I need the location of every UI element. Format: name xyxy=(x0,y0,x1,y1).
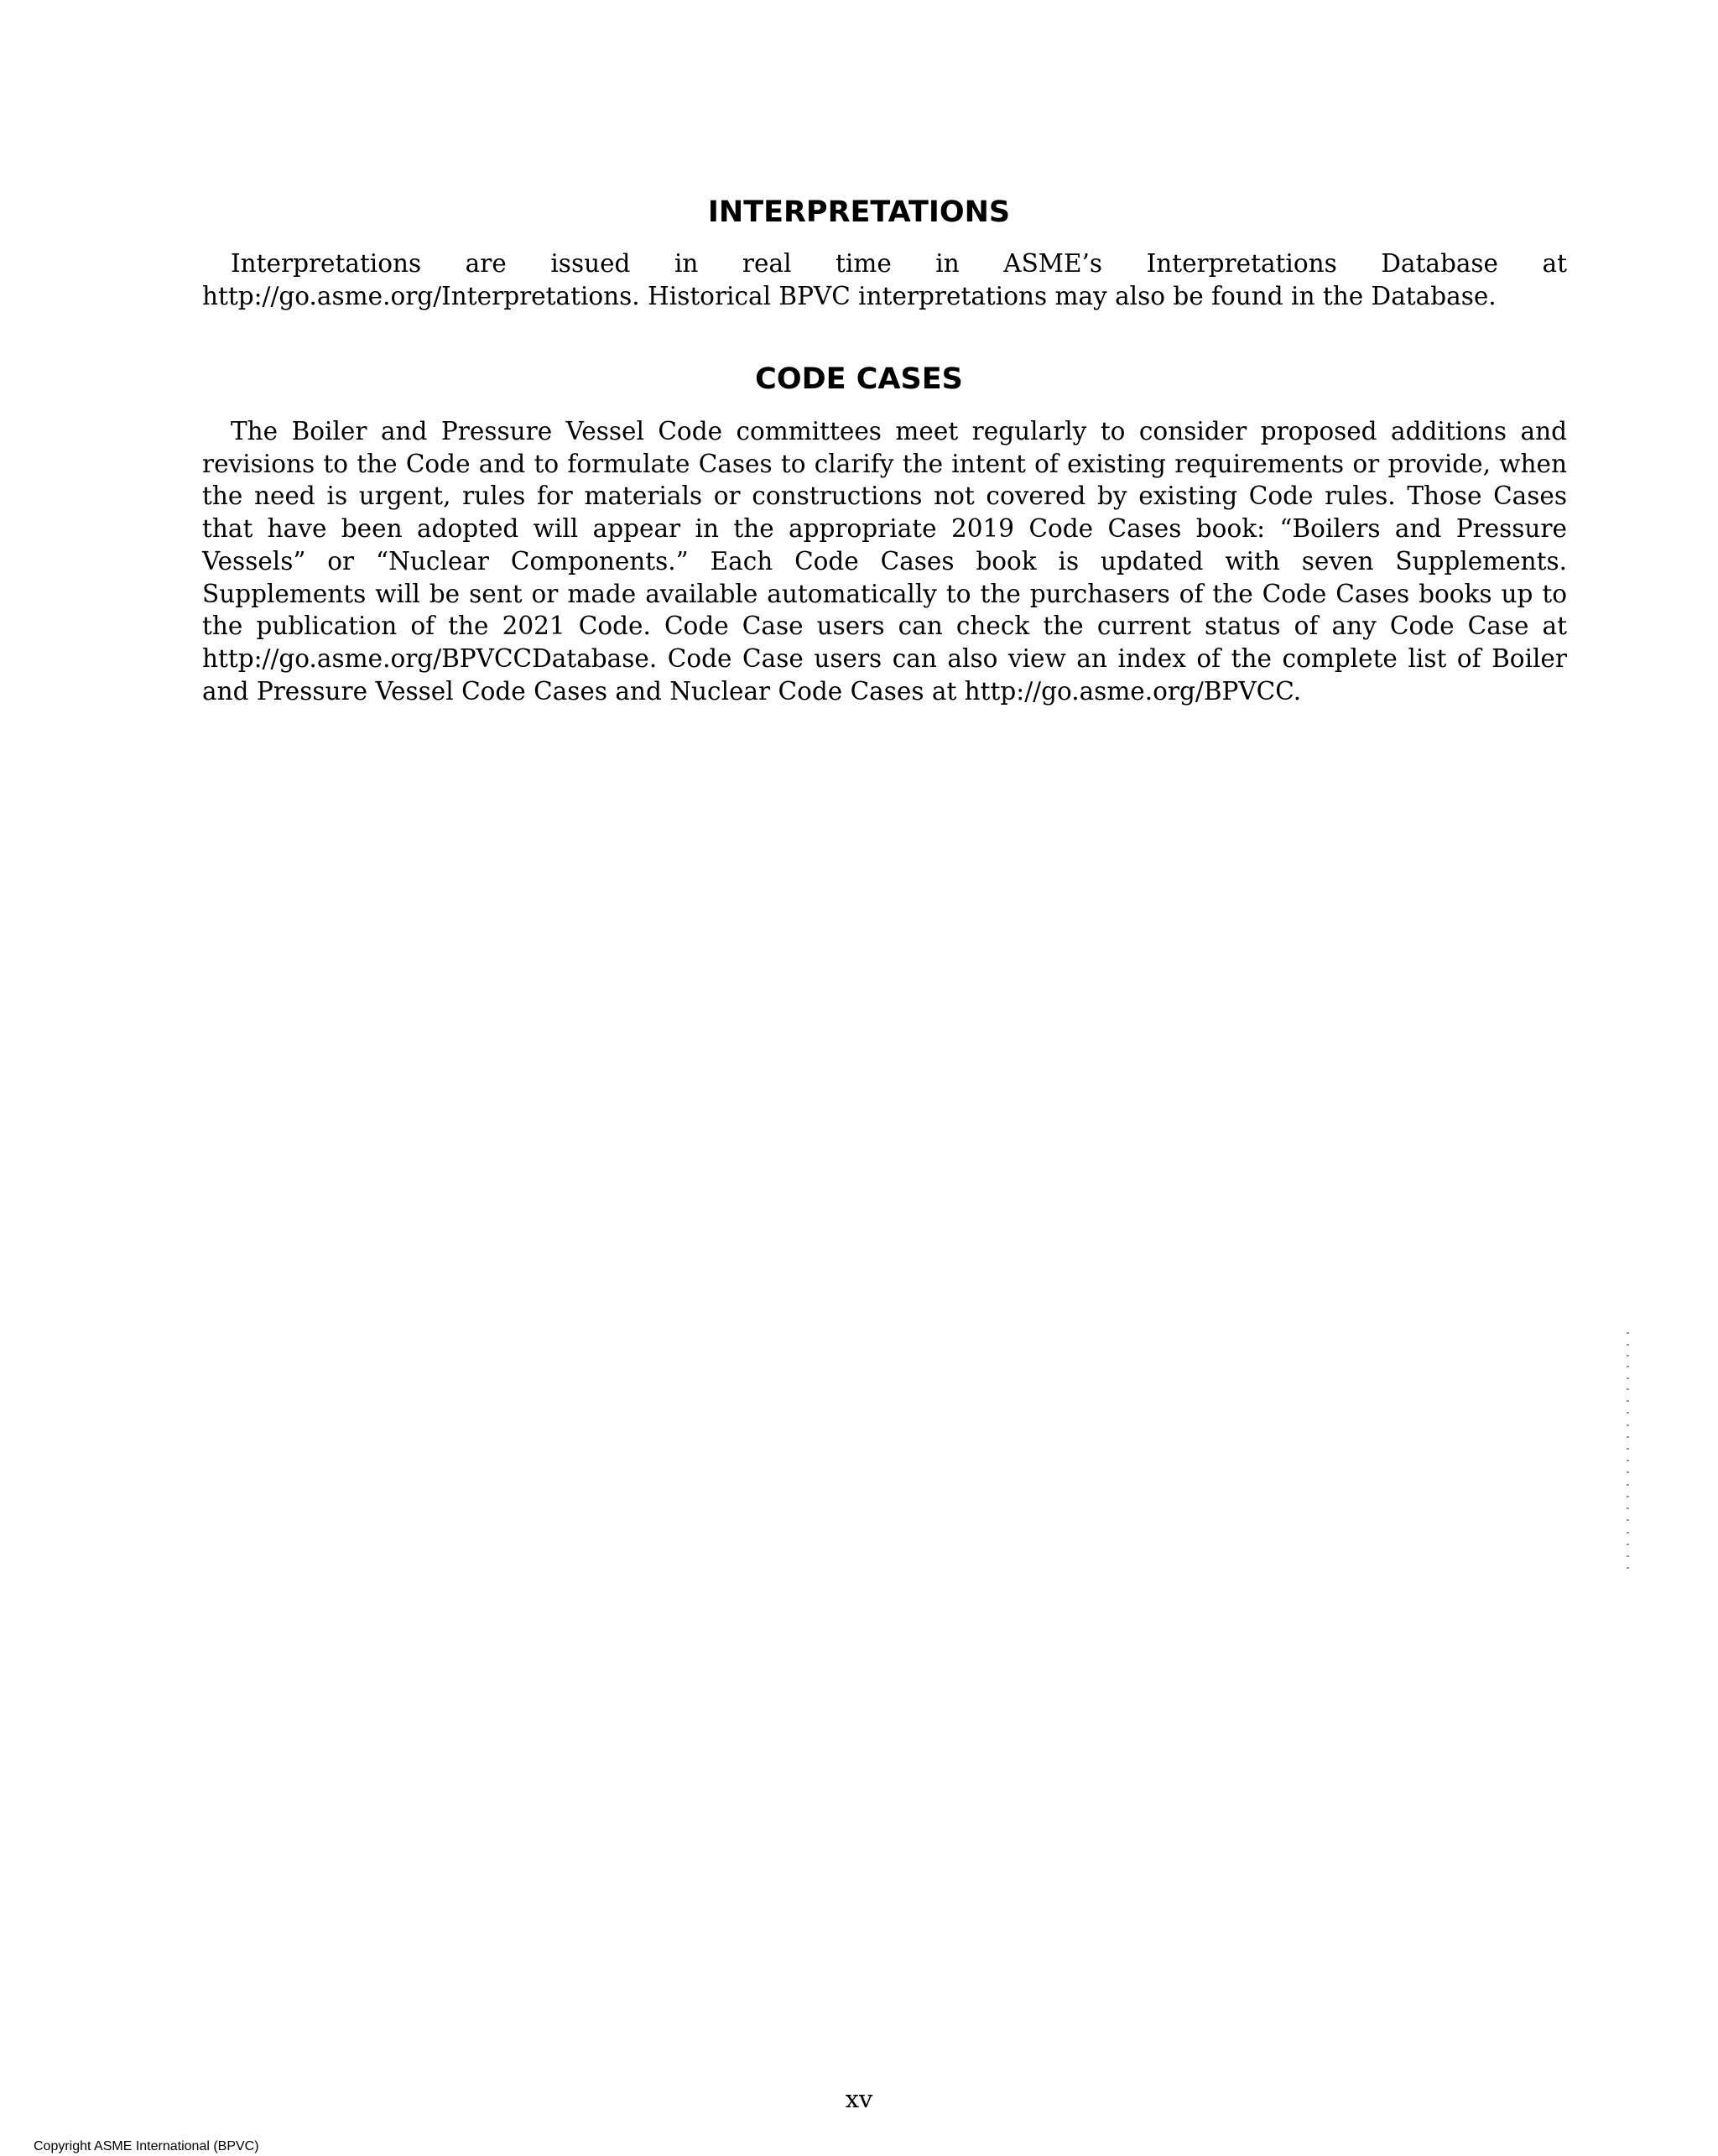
page-number: xv xyxy=(845,2085,873,2113)
section-heading-interpretations: INTERPRETATIONS xyxy=(707,195,1011,229)
copyright-notice: Copyright ASME International (BPVC) xyxy=(34,2139,259,2153)
interpretations-paragraph: Interpretations are issued in real time in ASME’s Interpretations Database at http://go.asme.org/Interpretations. Historical BPVC interpretations may also be found in the Database. xyxy=(202,249,1567,310)
margin-watermark-marks xyxy=(1626,1332,1631,1570)
section-heading-code-cases: CODE CASES xyxy=(755,362,963,396)
code-cases-paragraph: The Boiler and Pressure Vessel Code committees meet regularly to consider proposed additions and revisions to the Code and to formulate Cases to clarify the intent of existing requirements or provide, when the need is urgent, rules for materials or constructions not covered by existing Code rules. Those Cases that have been adopted will appear in the appropriate 2019 Code Cases book: “Boilers and Pressure Vessels” or “Nuclear Components.” Each Code Cases book is updated with seven Supplements. Supplements will be sent or made available automatically to the purchasers of the Code Cases books up to the publication of the 2021 Code. Code Case users can check the current status of any Code Case at http://go.asme.org/BPVCCDatabase. Code Case users can also view an index of the complete list of Boiler and Pressure Vessel Code Cases and Nuclear Code Cases at http://go.asme.org/BPVCC. xyxy=(202,417,1567,706)
